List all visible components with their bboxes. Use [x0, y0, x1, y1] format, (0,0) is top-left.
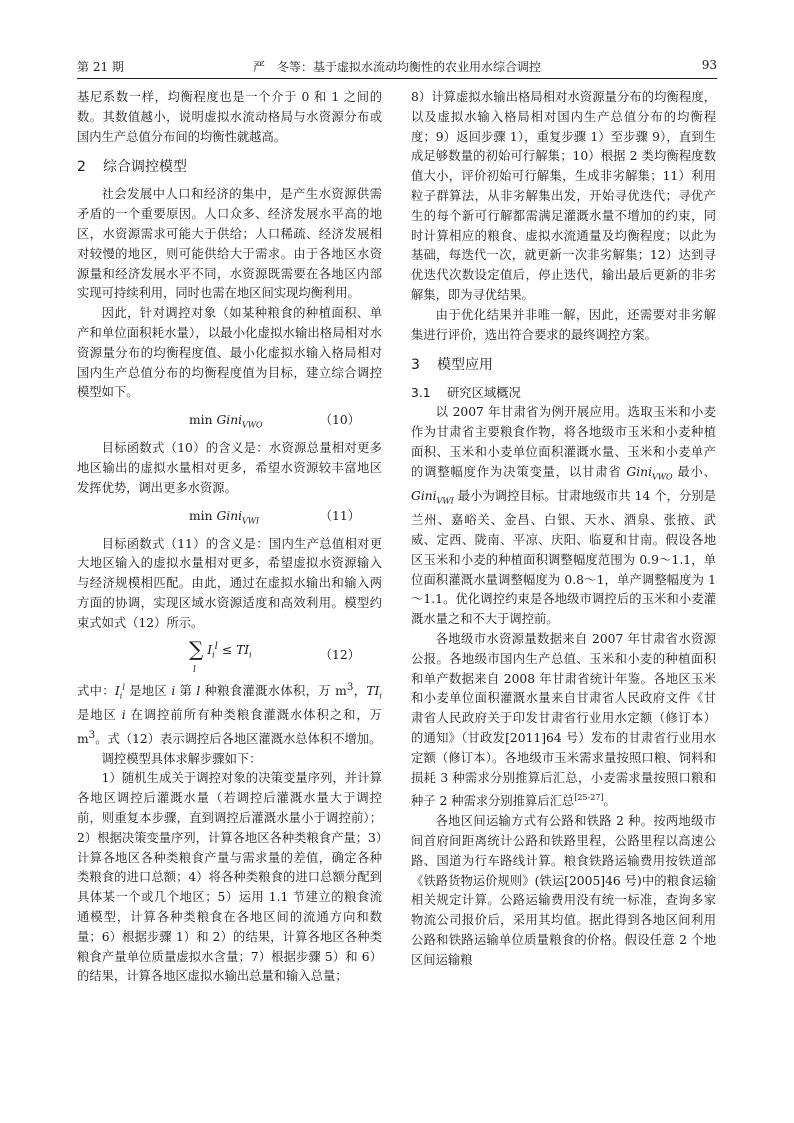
- page-number: 93: [701, 58, 717, 72]
- paragraph: 以 2007 年甘肃省为例开展应用。选取玉米和小麦作为甘肃省主要粮食作物，将各地级市玉米和小麦种植面积、玉米和小麦单位面积灌溉水量、玉米和小麦单产的调整幅度作为决策变量，以甘肃省 Gini$_{VWO}$ 最小、Gini$_{VWI}$ 最小为调控目标。甘肃地级市共 14 个，分别是兰州、嘉峪关、金昌、白银、天水、酒泉、张掖、武威、定西、陇南、平凉、庆阳、临夏和甘南。假设各地区玉米和小麦的种植面积调整幅度范围为 0.9～1.1，单位面积灌溉水量调整幅度为 0.8～1，单产调整幅度为 1～1.1。优化调控约束是各地级市调控后的玉米和小麦灌溉水量之和不大于调控前。: [411, 405, 716, 627]
- eq-subscript: i: [249, 650, 252, 660]
- eq-subscript: i: [212, 650, 215, 660]
- section-heading: [411, 355, 716, 375]
- eq-operator: min: [189, 508, 213, 523]
- subsection-title: 研究区域概况: [447, 386, 521, 401]
- section-heading: [77, 157, 382, 177]
- subsection-heading: [411, 383, 716, 403]
- eq-operator: min: [189, 413, 213, 428]
- equation-number: （12）: [319, 647, 360, 662]
- equation-12: [77, 637, 382, 675]
- section-number: 3: [411, 357, 420, 374]
- paragraph: 各地区间运输方式有公路和铁路 2 种。按两地级市间首府间距离统计公路和铁路里程，公路里程以高速公路、国道为行车路线计算。粮食铁路运输费用按铁道部《铁路货物运价规则》(铁运[2005]46 号)中的粮食运输相关规定计算。公路运输费用没有统一标准，查询多家物流公司报价后，采用其均值。据此得到各地区间利用公路和铁路运输单位质量粮食的价格。假设任意 2 个地区间运输粮: [411, 814, 716, 967]
- paragraph: 8）计算虚拟水输出格局相对水资源量分布的均衡程度，以及虚拟水输入格局相对国内生产总值分布的均衡程度；9）返回步骤 1），重复步骤 1）至步骤 9），直到生成足够数量的初始可行解集；10）根据 2 类均衡程度数值大小，评价初始可行解集，生成非劣解集；11）利用粒子群算法，从非劣解集出发，开始寻优迭代；寻优产生的每个新可行解都需满足灌溉水量不增加的约束，同时计算相应的粮食、虚拟水流通量及均衡程度；以此为基础，每迭代一次，就更新一次非劣解集；12）达到寻优迭代次数设定值后，停止迭代，输出最后更新的非劣解集，即为寻优结果。: [411, 90, 716, 302]
- right-column: [411, 88, 716, 971]
- section-title: 模型应用: [437, 357, 493, 374]
- journal-issue: 第 21 期: [77, 60, 124, 74]
- eq-variable: TI: [236, 642, 250, 657]
- paragraph: 因此，针对调控对象（如某种粮食的种植面积、单产和单位面积耗水量），以最小化虚拟水输出格局相对水资源量分布的均衡程度值、最小化虚拟水输入格局相对国内生产总值分布的均衡程度值为目标，建立综合调控模型如下。: [77, 306, 382, 400]
- paragraph: 调控模型具体求解步骤如下：: [101, 751, 262, 766]
- citation: [25-27]: [574, 793, 604, 803]
- running-header: [77, 52, 717, 79]
- section-title: 综合调控模型: [103, 159, 187, 176]
- paragraph: 基尼系数一样，均衡程度也是一个介于 0 和 1 之间的数。其数值越小，说明虚拟水流动格局与水资源分布或国内生产总值分布间的均衡性就越高。: [77, 90, 382, 144]
- summation-index: l: [193, 664, 196, 675]
- equation-number: （10）: [319, 413, 360, 428]
- paragraph: 目标函数式（11）的含义是：国内生产总值相对更大地区输入的虚拟水量相对更多，希望虚拟水资源输入与经济规模相匹配。由此，通过在虚拟水输出和输入两方面的协调，实现区域水资源适度和高效利用。模型约束式如式（12）所示。: [77, 536, 382, 630]
- running-title: 严 冬等：基于虚拟水流动均衡性的农业用水综合调控: [252, 60, 541, 74]
- equation-number: （11）: [319, 508, 360, 523]
- eq-variable: Gini: [216, 413, 243, 428]
- summation-symbol: ∑: [189, 637, 204, 662]
- equation-11: [77, 502, 382, 532]
- eq-relation: ≤: [221, 642, 233, 657]
- paragraph: 社会发展中人口和经济的集中，是产生水资源供需矛盾的一个重要原因。人口众多、经济发展水平高的地区，水资源需求可能大于供给；人口稀疏、经济发展相对较慢的地区，则可能供给大于需求。由于各地区水资源量和经济发展水平不同，水资源既需要在各地区内部实现可持续利用，同时也需在地区间实现均衡利用。: [77, 187, 382, 301]
- equation-10: [77, 406, 382, 436]
- eq-superscript: l: [214, 639, 218, 652]
- paragraph: 式中：$I_i^l$ 是地区 i 第 l 种粮食灌溉水体积，万 $m^3$，$TI_i$ 是地区 i 在调控前所有种类粮食灌溉水体积之和，万 $m^3$。式（12）表示调控后各地区灌溉水总体积不增加。: [77, 680, 382, 746]
- eq-subscript: VWO: [242, 420, 263, 430]
- section-number: 2: [77, 159, 86, 176]
- eq-variable: Gini: [216, 508, 243, 523]
- paragraph: 目标函数式（10）的含义是：水资源总量相对更多地区输出的虚拟水量相对更多，希望水资源较丰富地区发挥优势，调出更多水资源。: [77, 441, 382, 495]
- paragraph: 各地级市水资源量数据来自 2007 年甘肃省水资源公报。各地级市国内生产总值、玉米和小麦的种植面积和单产数据来自 2008 年甘肃省统计年鉴。各地区玉米和小麦单位面积灌溉水量来自甘肃省人民政府文件《甘肃省人民政府关于印发甘肃省行业用水定额（修订本）的通知》（甘政发[2011]64 号）发布的甘肃省行业用水定额（修订本）。各地级市玉米需求量按照口粮、饲料和损耗 3 种需求分别推算后汇总，小麦需求量按照口粮和种子 2 种需求分别推算后汇总[25-27]。: [411, 632, 716, 809]
- subsection-number: 3.1: [411, 386, 431, 401]
- eq-variable: I: [207, 642, 213, 657]
- paragraph: 由于优化结果并非唯一解，因此，还需要对非劣解集进行评价，选出符合要求的最终调控方案。: [411, 307, 716, 342]
- left-column: [77, 88, 382, 987]
- eq-subscript: VWI: [242, 516, 260, 525]
- paragraph: 1）随机生成关于调控对象的决策变量序列，并计算各地区调控后灌溉水量（若调控后灌溉水量大于调控前，则重复本步骤，直到调控后灌溉水量小于调控前）；2）根据决策变量序列，计算各地区各种类粮食产量；3）计算各地区各种类粮食产量与需求量的差值，确定各种类粮食的进口总额；4）将各种类粮食的进口总额分配到具体某一个或几个地区；5）运用 1.1 节建立的粮食流通模型，计算各种类粮食在各地区间的流通方向和数量；6）根据步骤 1）和 2）的结果，计算各地区各种类粮食产量单位质量虚拟水含量；7）根据步骤 5）和 6）的结果，计算各地区虚拟水输出总量和输入总量；: [77, 771, 382, 984]
